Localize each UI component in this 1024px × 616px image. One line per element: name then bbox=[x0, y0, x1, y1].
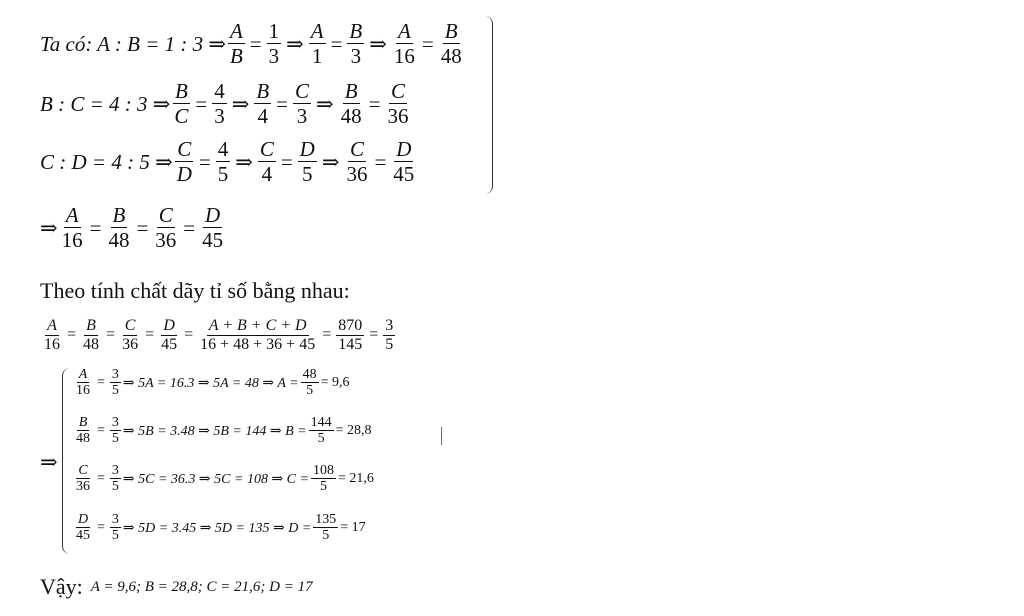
line-prefix: C : D = 4 : 5 ⇒ bbox=[40, 149, 173, 174]
fraction: $\frac{1}{3}$ bbox=[268, 19, 280, 69]
fraction: $\frac{3}{5}$ bbox=[111, 415, 119, 447]
combined-ratio-line: ⇒ $\frac{A}{16}$ = $\frac{B}{48}$ = $\frac{C}{36}$ = $\frac{D}{45}$ bbox=[40, 203, 224, 253]
fraction: $\frac{C}{3}$ bbox=[294, 79, 309, 129]
fraction: $\frac{B}{48}$ bbox=[440, 19, 462, 69]
fraction: $\frac{A}{16}$ bbox=[393, 19, 415, 69]
fraction: $\frac{D}{45}$ bbox=[393, 137, 415, 187]
fraction: $\frac{B}{48}$ bbox=[83, 317, 100, 353]
fraction: $\frac{B}{4}$ bbox=[256, 79, 270, 129]
fraction: $\frac{3}{5}$ bbox=[111, 463, 119, 495]
text-cursor bbox=[441, 427, 442, 445]
conclusion-line bbox=[40, 574, 313, 600]
fraction: $\frac{B}{48}$ bbox=[76, 415, 90, 447]
fraction: $\frac{D}{5}$ bbox=[299, 137, 315, 187]
fraction: $\frac{144}{5}$ bbox=[310, 415, 332, 447]
implies-arrow: ⇒ bbox=[40, 215, 58, 240]
fraction: $\frac{D}{45}$ bbox=[161, 317, 178, 353]
fraction: $\frac{48}{5}$ bbox=[302, 367, 317, 399]
fraction: $\frac{A}{16}$ bbox=[76, 367, 90, 399]
fraction: $\frac{C}{36}$ bbox=[76, 463, 90, 495]
left-brace bbox=[62, 368, 71, 554]
fraction: $\frac{135}{5}$ bbox=[315, 512, 337, 544]
equal-ratio-line: $\frac{A}{16}$ = $\frac{B}{48}$ = $\frac{C}{36}$ = $\frac{D}{45}$ = $\frac{A + B + C + D}{16 + 48 + 36 + 45}$ = $\frac{870}{145}$ = $\frac{3}{5}$ bbox=[44, 317, 394, 353]
fraction: $\frac{D}{45}$ bbox=[202, 203, 224, 253]
fraction: $\frac{4}{3}$ bbox=[214, 79, 225, 129]
system-arrow: ⇒ bbox=[40, 450, 58, 474]
fraction: $\frac{A}{16}$ bbox=[61, 203, 83, 253]
conclusion-label: Vậy: bbox=[40, 574, 83, 599]
fraction: $\frac{B}{48}$ bbox=[108, 203, 130, 253]
system-row-a: $\frac{A}{16}$ = $\frac{3}{5}$ ⇒ 5A = 16.3 ⇒ 5A = 48 ⇒ A = $\frac{48}{5}$ = 9,6 bbox=[76, 367, 350, 399]
fraction: $\frac{A}{1}$ bbox=[310, 19, 324, 69]
fraction: $\frac{C}{36}$ bbox=[155, 203, 177, 253]
line-prefix: Ta có: A : B = 1 : 3 ⇒ bbox=[40, 31, 226, 56]
fraction: $\frac{A + B + C + D}{16 + 48 + 36 + 45}$ bbox=[200, 317, 316, 353]
fraction: $\frac{108}{5}$ bbox=[312, 463, 334, 495]
system-row-c: $\frac{C}{36}$ = $\frac{3}{5}$ ⇒ 5C = 36.3 ⇒ 5C = 108 ⇒ C = $\frac{108}{5}$ = 21,6 bbox=[76, 463, 374, 495]
fraction: $\frac{3}{5}$ bbox=[385, 317, 394, 353]
fraction: $\frac{A}{16}$ bbox=[44, 317, 60, 353]
fraction: $\frac{3}{5}$ bbox=[111, 367, 119, 399]
fraction: $\frac{870}{145}$ bbox=[338, 317, 363, 353]
line-prefix: B : C = 4 : 3 ⇒ bbox=[40, 91, 171, 116]
fraction: $\frac{D}{45}$ bbox=[76, 512, 90, 544]
fraction: $\frac{C}{36}$ bbox=[387, 79, 409, 129]
fraction: $\frac{4}{5}$ bbox=[217, 137, 229, 187]
fraction: $\frac{C}{36}$ bbox=[346, 137, 368, 187]
system-row-b: $\frac{B}{48}$ = $\frac{3}{5}$ ⇒ 5B = 3.48 ⇒ 5B = 144 ⇒ B = $\frac{144}{5}$ = 28,8 bbox=[76, 415, 372, 447]
fraction: $\frac{A}{B}$ bbox=[229, 19, 243, 69]
conclusion-value: A = 9,6; B = 28,8; C = 21,6; D = 17 bbox=[90, 578, 313, 595]
ratio-line-ab: Ta có: A : B = 1 : 3 ⇒ $\frac{A}{B}$ = $\frac{1}{3}$ ⇒ $\frac{A}{1}$ = $\frac{B}{3}$ ⇒ $\frac{A}{16}$ = $\frac{B}{48}$ bbox=[40, 19, 462, 69]
fraction: $\frac{3}{5}$ bbox=[111, 512, 119, 544]
fraction: $\frac{B}{C}$ bbox=[174, 79, 189, 129]
fraction: $\frac{C}{4}$ bbox=[259, 137, 274, 187]
fraction: $\frac{C}{36}$ bbox=[122, 317, 139, 353]
ratio-line-bc: B : C = 4 : 3 ⇒ $\frac{B}{C}$ = $\frac{4}{3}$ ⇒ $\frac{B}{4}$ = $\frac{C}{3}$ ⇒ $\frac{B}{48}$ = $\frac{C}{36}$ bbox=[40, 79, 409, 129]
fraction: $\frac{B}{48}$ bbox=[340, 79, 362, 129]
fraction: $\frac{B}{3}$ bbox=[349, 19, 363, 69]
fraction: $\frac{C}{D}$ bbox=[176, 137, 192, 187]
system-row-d: $\frac{D}{45}$ = $\frac{3}{5}$ ⇒ 5D = 3.45 ⇒ 5D = 135 ⇒ D = $\frac{135}{5}$ = 17 bbox=[76, 512, 366, 544]
ratio-line-cd: C : D = 4 : 5 ⇒ $\frac{C}{D}$ = $\frac{4}{5}$ ⇒ $\frac{C}{4}$ = $\frac{D}{5}$ ⇒ $\frac{C}{36}$ = $\frac{D}{45}$ bbox=[40, 137, 415, 187]
right-brace bbox=[482, 16, 493, 194]
section-heading: Theo tính chất dãy tỉ số bằng nhau: bbox=[40, 278, 350, 303]
